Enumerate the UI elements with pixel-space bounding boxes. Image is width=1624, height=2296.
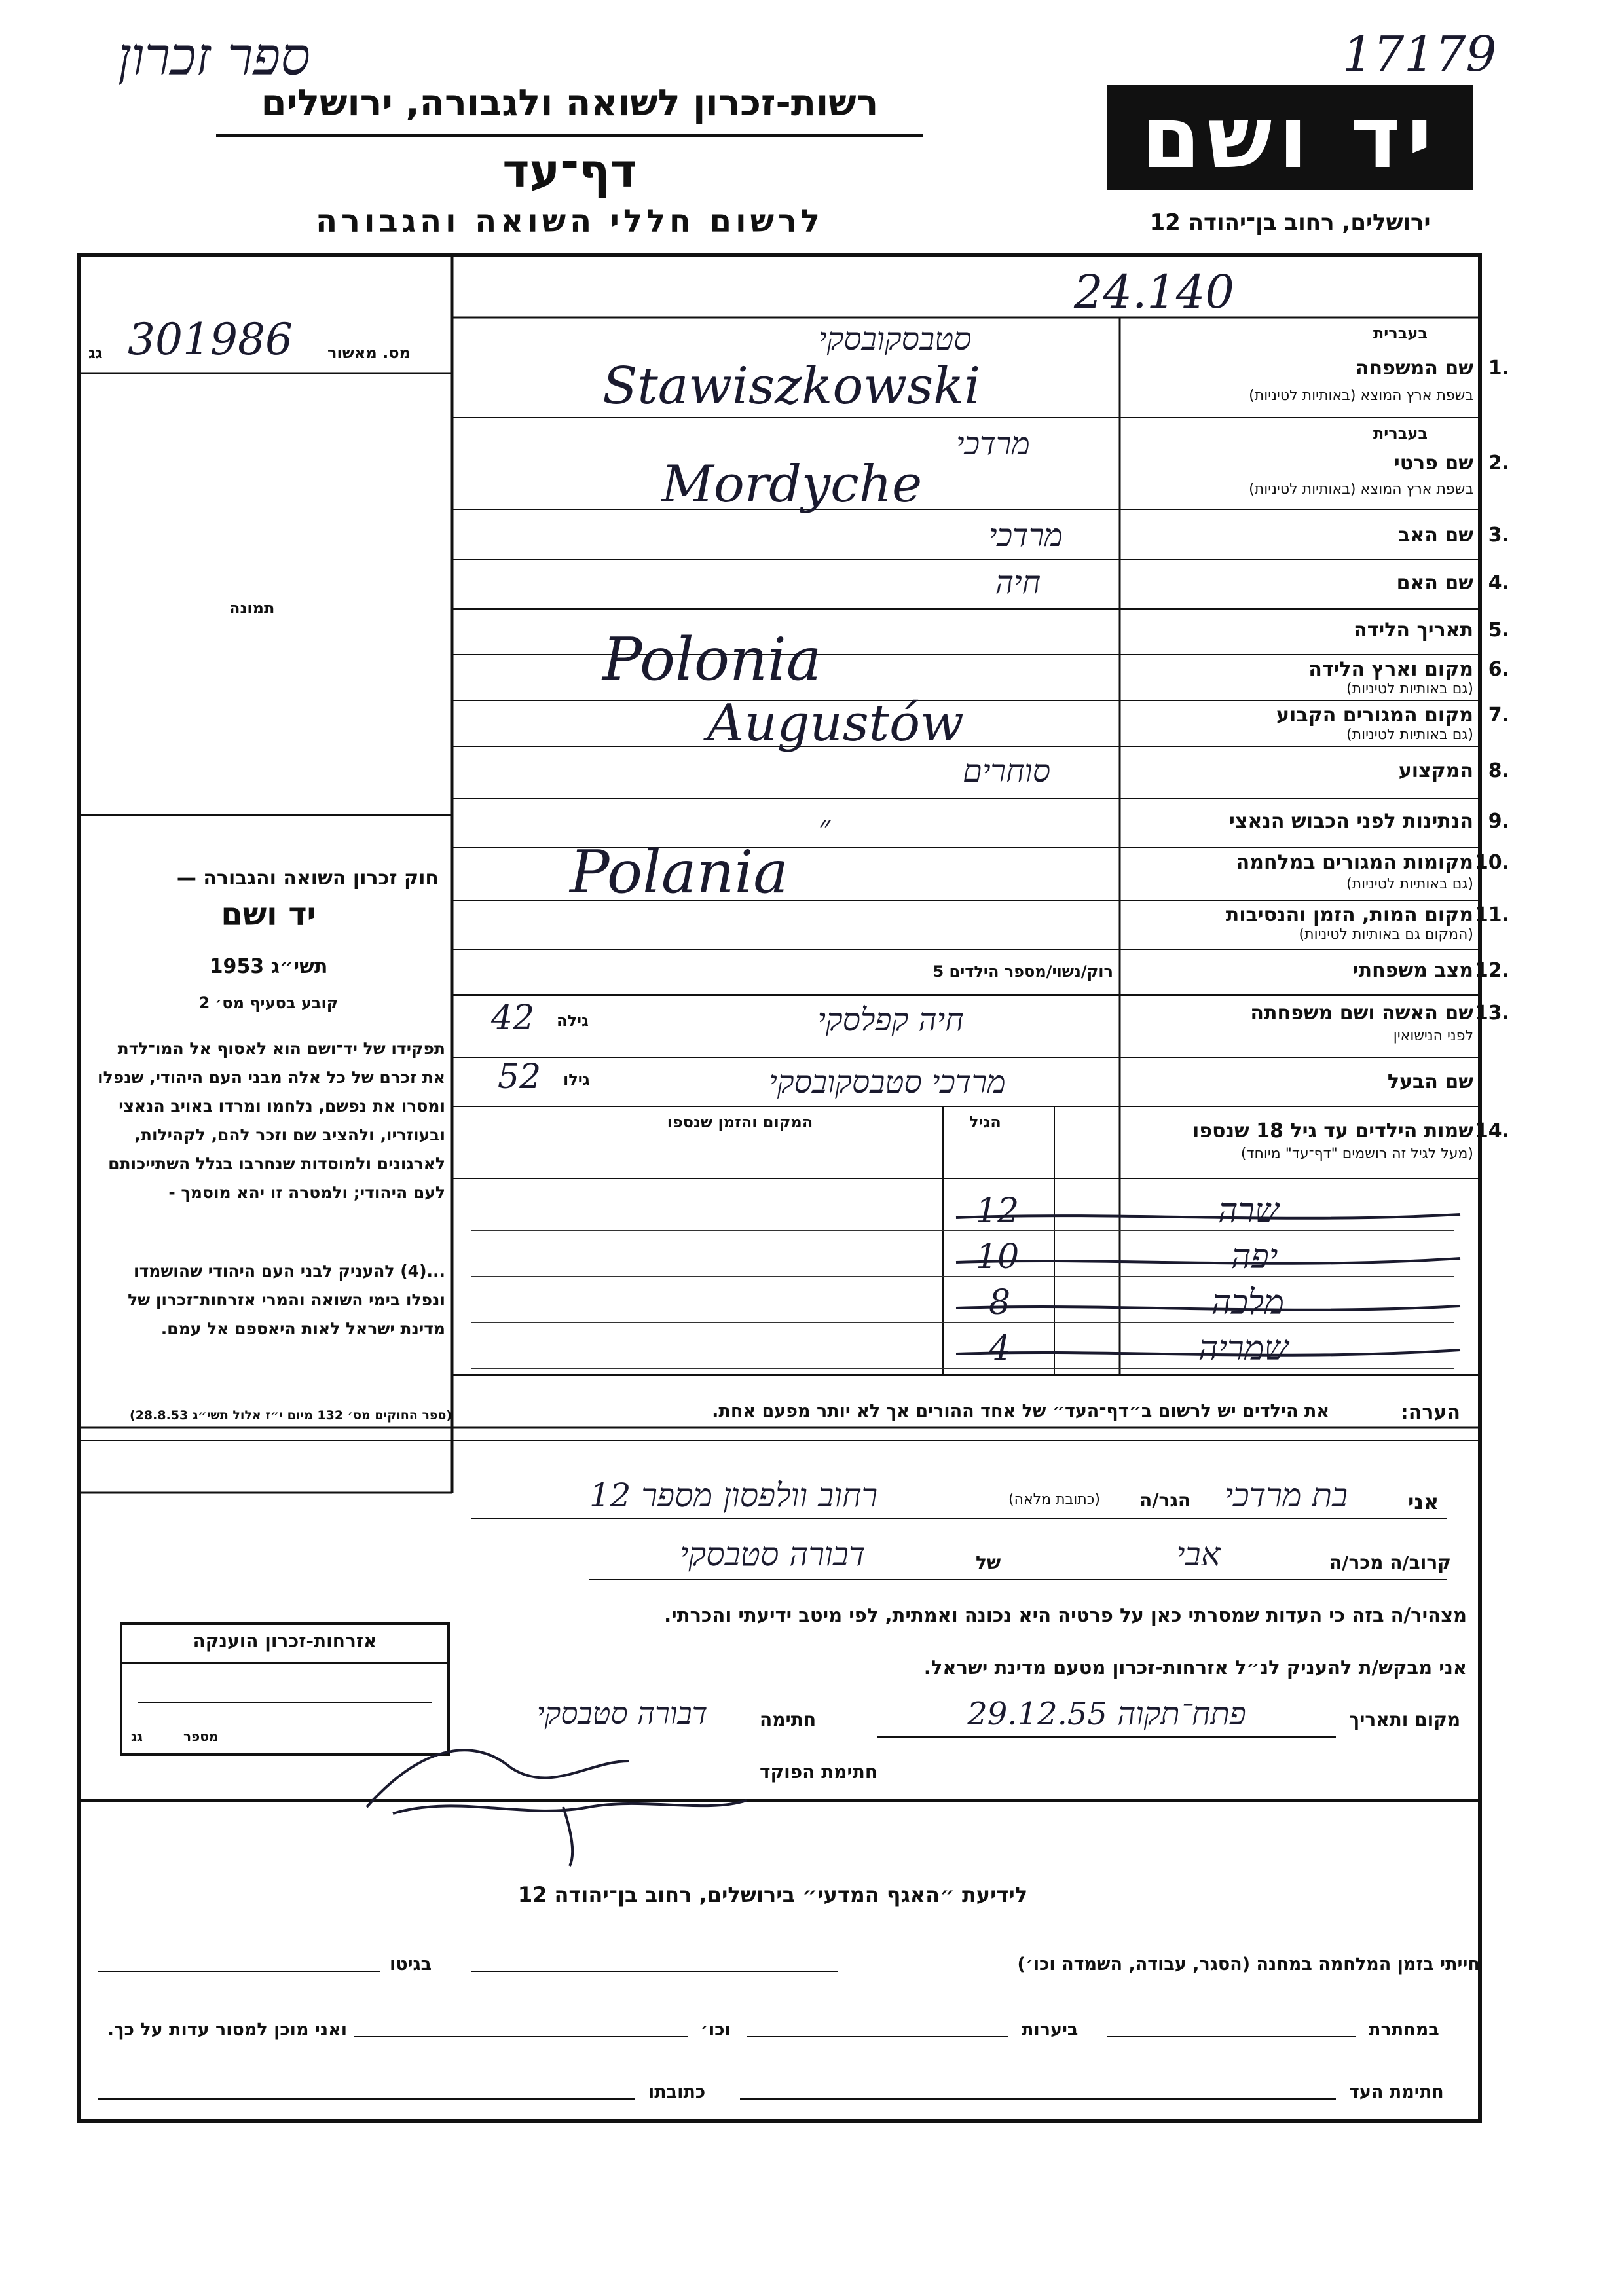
declarant-of-value: דבורה סטבסקי [680, 1535, 866, 1573]
declarant-name-value: בת מרדכי [1225, 1476, 1348, 1514]
child-1-age: 12 [976, 1192, 1020, 1231]
law-year: תשי״ג 1953 [209, 955, 328, 978]
field-5-num: 5. [1488, 619, 1509, 642]
field-13-num: 13. [1474, 1002, 1509, 1025]
children-subtitle: (מעל לגיל זה רושמים "דף־עד" מיוחד) [1240, 1146, 1473, 1162]
field-4-value: חיה [995, 564, 1041, 601]
registration-number: 24.140 [1074, 265, 1234, 319]
field-12-num: 12. [1474, 959, 1509, 982]
field-8-value: סוחרים [963, 753, 1051, 790]
declare-line: מצהיר/ה בזה כי העדות שמסרתי כאן על פרטיה היא נכונה ואמתית, לפי מיטב ידיעתי והכרתי. [664, 1604, 1467, 1626]
footer-line-1-end: בגיטו [390, 1954, 432, 1975]
yad-vashem-logo: יד ושם [1107, 85, 1473, 190]
law-text-2: ...(4) להעניק לבני העם היהודי שהושמדו ונפלו בימי השואה והמרי אזרחות־זכרון של מדינת ישראל לאות היאספם אל עמם. [128, 1262, 445, 1338]
field-13-sub: לפני הנישואין [1393, 1028, 1473, 1044]
children-col-age: הגיל [969, 1113, 1001, 1131]
declarant-address-note: (כתובת מלאה) [1008, 1491, 1100, 1508]
field-4-num: 4. [1488, 572, 1509, 594]
field-6-sub: (גם באותיות לטיניות) [1346, 681, 1473, 697]
husband-age: 52 [498, 1057, 542, 1097]
field-8-label: המקצוע [1398, 759, 1473, 782]
field-4-label: שם האם [1396, 572, 1473, 594]
corner-note: ספר זכרון [118, 26, 310, 87]
child-3-name: מלכה [1211, 1283, 1285, 1322]
field-9-label: הנתינות לפני הכבוש הנאצי [1229, 810, 1473, 833]
law-title-2: יד ושם [221, 896, 316, 933]
form-subtitle: לרשום חללי השואה והגבורה [316, 203, 824, 240]
field-6-num: 6. [1488, 658, 1509, 681]
declarant-name-label: אני [1408, 1489, 1439, 1514]
officer-signature-label: חתימת הפוקד [760, 1761, 878, 1783]
field-1-num: 1. [1488, 357, 1509, 380]
field-10-num: 10. [1474, 851, 1509, 874]
field-2-label: שם פרטי [1393, 452, 1473, 475]
child-2-name: יפה [1231, 1237, 1278, 1277]
signature-label: חתימה [760, 1709, 817, 1730]
field-2-hebrew-tag: בעברית [1373, 424, 1428, 443]
authority-title: רשות-זכרון לשואה ולגבורה, ירושלים [261, 82, 879, 124]
footer-line-2-b: ביערות [1022, 2020, 1079, 2040]
footer-heading: לידיעת ״האגף המדעי״ בירושלים, רחוב בן־יהודה 12 [517, 1882, 1028, 1907]
child-1-name: שרה [1218, 1192, 1279, 1231]
certificate-box-title: אזרחות-זכרון הוענקה [193, 1630, 377, 1652]
declarant-relation-label: קרוב/ה מכר/ה [1329, 1552, 1451, 1573]
field-12-value: רוק/נשוי/מספר הילדים 5 [932, 962, 1113, 981]
field-7-num: 7. [1488, 704, 1509, 727]
field-7-sub: (גם באותיות לטיניות) [1346, 727, 1473, 743]
children-num: 14. [1474, 1120, 1509, 1142]
field-2-sub: בשפת ארץ המוצא (באותיות לטיניות) [1249, 481, 1473, 498]
child-3-age: 8 [989, 1283, 1011, 1322]
field-7-label: מקום המגורים הקבוע [1276, 704, 1473, 727]
field-5-label: תאריך הלידה [1354, 619, 1473, 642]
law-ref: (ספר החוקים מס׳ 132 מיום י״ז אלול תשי״ג 28.8.53) [130, 1408, 452, 1423]
husband-value: מרדכי סטבסקובסקי [769, 1064, 1006, 1101]
footer-line-2-c: וכו׳ [701, 2020, 731, 2040]
declarant-address-label: הגר/ה [1139, 1489, 1191, 1511]
footer-line-3-a: חתימת העד [1349, 2082, 1444, 2102]
field-12-label: מצב משפחתי [1352, 959, 1473, 982]
husband-label: שם הבעל [1387, 1070, 1473, 1093]
declarant-relation-value: אבי [1176, 1535, 1221, 1573]
field-13-value: חיה קפלסקי [817, 1002, 964, 1038]
signature-value: דבורה סטבסקי [536, 1696, 708, 1731]
certificate-box-suffix: גג [131, 1728, 143, 1744]
field-1-hebrew-tag: בעברית [1373, 324, 1428, 342]
place-date-label: מקום ותאריך [1349, 1709, 1461, 1730]
field-1-hebrew-value: סטבסקובסקי [819, 321, 972, 357]
field-10-label: מקומות המגורים במלחמה [1236, 851, 1473, 874]
law-text-1: תפקידו של יד־ושם הוא לאסוף אל המו־לדת את זכרם של כל אלה מבני העם היהודי, שנפלו ומסרו את נפשם, נלחמו ומרדו באויב הנאצי ובעוזריו, ולהציב שם וזכר להם, לקהילות, לארגונים ולמוסדות שנחרבו בגלל השתייכותם לעם היהודי; ולמטרה זו יהא מוסמך - [98, 1039, 445, 1202]
note-label: הערה: [1400, 1401, 1460, 1424]
field-8-num: 8. [1488, 759, 1509, 782]
address: ירושלים, רחוב בן־יהודה 12 [1149, 210, 1431, 236]
field-10-sub: (גם באותיות לטיניות) [1346, 876, 1473, 892]
field-6-value: Polonia [602, 625, 822, 694]
approval-number: 301986 [128, 314, 293, 365]
field-3-num: 3. [1488, 524, 1509, 547]
husband-age-label: גילו [563, 1070, 590, 1089]
place-date-value: פתח־תקוה 29.12.55 [967, 1696, 1246, 1732]
declarant-of-label: של [976, 1552, 1001, 1573]
field-10-value: Polania [570, 838, 788, 907]
children-title: שמות הילדים עד גיל 18 שנספו [1192, 1120, 1473, 1142]
field-11-sub: (המקום גם באותיות לטיניות) [1299, 926, 1473, 943]
field-3-value: מרדכי [989, 517, 1063, 554]
field-1-sub: בשפת ארץ המוצא (באותיות לטיניות) [1249, 388, 1473, 404]
law-clause: קובע בסעיף מס׳ 2 [198, 994, 339, 1012]
footer-line-2-a: במחתרת [1369, 2020, 1439, 2040]
footer-line-1-label: חייתי בזמן המלחמה במחנה (הסגר, עבודה, השמדה וכו׳) [1017, 1954, 1480, 1975]
field-2-hebrew-value: מרדכי [956, 426, 1030, 462]
children-col-place: המקום והזמן שנספו [667, 1113, 813, 1131]
field-13-age: 42 [491, 998, 535, 1038]
certificate-box-number-label: מספר [183, 1728, 219, 1744]
field-3-label: שם האב [1398, 524, 1473, 547]
doc-number: 17179 [1342, 26, 1497, 82]
field-13-label: שם האשה ושם משפחתה [1250, 1002, 1473, 1025]
law-title: חוק זכרון השואה והגבורה — [176, 867, 439, 890]
field-9-value: ״ [819, 809, 831, 845]
field-13-age-label: גילה [557, 1011, 589, 1030]
approval-suffix: גג [88, 344, 103, 362]
form-title: דף־עד [502, 144, 637, 198]
child-4-age: 4 [989, 1329, 1011, 1368]
request-line: אני מבקש/ת להעניק לנ״ל אזרחות-זכרון מטעם מדינת ישראל. [923, 1656, 1467, 1679]
footer-line-3-b: כתובתו [648, 2082, 706, 2102]
field-6-label: מקום וארץ הלידה [1308, 658, 1473, 681]
field-1-label: שם המשפחה [1355, 357, 1473, 380]
note-text: את הילדים יש לרשום ב״דף־העד״ של אחד ההורים אך לא יותר מפעם אחת. [712, 1401, 1329, 1421]
field-1-latin-value: Stawiszkowski [602, 357, 981, 416]
approval-label: מס. מאשור [327, 344, 411, 362]
field-2-latin-value: Mordyche [661, 455, 923, 514]
footer-line-2-d: ואני מוכן למסור עדות על כך. [107, 2020, 347, 2040]
field-11-num: 11. [1474, 903, 1509, 926]
photo-label: תמונה [229, 599, 275, 617]
declarant-address-value: רחוב וולפסון מספר 12 [589, 1476, 878, 1514]
child-4-name: שמריה [1198, 1329, 1289, 1368]
field-7-value: Augustów [707, 694, 964, 753]
field-11-label: מקום המות, הזמן והנסיבות [1225, 903, 1473, 926]
child-2-age: 10 [976, 1237, 1020, 1277]
field-9-num: 9. [1488, 810, 1509, 833]
field-2-num: 2. [1488, 452, 1509, 475]
